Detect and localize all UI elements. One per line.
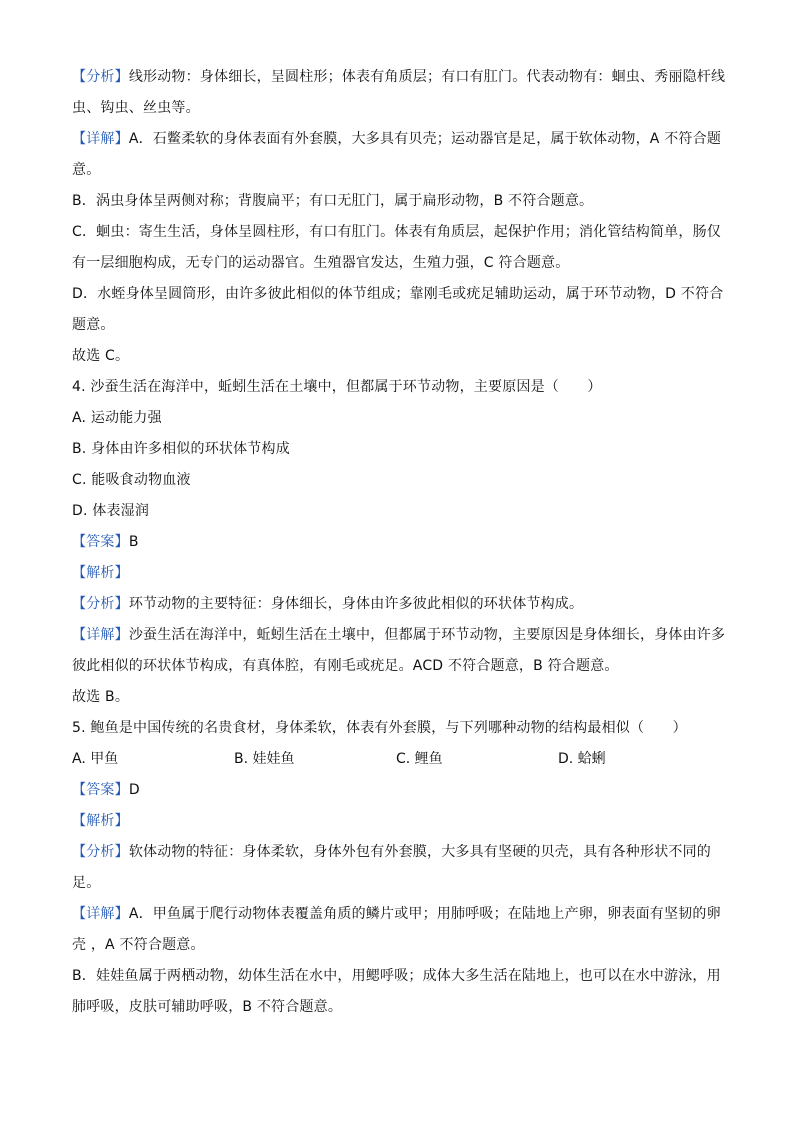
q4-answer-value: B (128, 534, 139, 550)
q4-option-c: C. 能吸食动物血液 (72, 472, 191, 488)
q4-option-a: A. 运动能力强 (72, 410, 162, 426)
q5-answer (72, 775, 720, 806)
q5-detail-a-2: 壳 ，A 不符合题意。 (72, 937, 205, 953)
q5-analysis-line-2: 足。 (72, 875, 101, 891)
q5-options (72, 744, 720, 775)
q3-detail-line (72, 124, 720, 155)
q5-analysis-text: 软体动物的特征：身体柔软，身体外包有外套膜，大多具有坚硬的贝壳，具有各种形状不同的 (128, 844, 712, 860)
q4-stem: 4. 沙蚕生活在海洋中，蚯蚓生活在土壤中，但都属于环节动物，主要原因是（ ） (72, 379, 602, 395)
q5-detail (72, 899, 720, 930)
q4-option-b: B. 身体由许多相似的环状体节构成 (72, 441, 290, 457)
q3-detail-line-2: 意。 (72, 162, 101, 178)
q5-stem: 5. 鲍鱼是中国传统的名贵食材，身体柔软，体表有外套膜，与下列哪种动物的结构最相似（ ） (72, 720, 687, 736)
detail-tag: 【详解】 (72, 906, 129, 922)
q4-detail-line-2: 彼此相似的环状体节构成，有真体腔，有刚毛或疣足。ACD 不符合题意，B 符合题意。 (72, 658, 619, 674)
q3-analysis-text: 线形动物：身体细长，呈圆柱形；体表有角质层；有口有肛门。代表动物有：蛔虫、秀丽隐杆线 (128, 69, 726, 85)
document-page (72, 62, 726, 1023)
q5-explain-tag: 【解析】 (72, 813, 129, 829)
q3-detail-text: A．石鳖柔软的身体表面有外套膜，大多具有贝壳；运动器官是足，属于软体动物，A 不符合题 (128, 131, 722, 147)
q5-answer-value: D (128, 782, 140, 798)
q4-analysis-text: 环节动物的主要特征：身体细长，身体由许多彼此相似的环状体节构成。 (128, 596, 584, 612)
q3-conclusion: 故选 C。 (72, 348, 130, 364)
q3-detail-c-2: 有一层细胞构成，无专门的运动器官。生殖器官发达，生殖力强，C 符合题意。 (72, 255, 570, 271)
answer-tag: 【答案】 (72, 782, 129, 798)
q5-detail-b-1: B．娃娃鱼属于两栖动物，幼体生活在水中，用鳃呼吸；成体大多生活在陆地上，也可以在水中游泳，用 (72, 968, 721, 984)
q3-detail-c-1: C．蛔虫：寄生生活，身体呈圆柱形，有口有肛门。体表有角质层，起保护作用；消化管结构简单，肠仅 (72, 224, 721, 240)
q4-analysis (72, 589, 720, 620)
detail-tag: 【详解】 (72, 627, 129, 643)
q5-option-d: D. 蛤蜊 (558, 751, 606, 767)
q4-answer (72, 527, 720, 558)
q3-detail-b: B．涡虫身体呈两侧对称；背腹扁平；有口无肛门，属于扁形动物，B 不符合题意。 (72, 193, 594, 209)
q3-detail-d-1: D．水蛭身体呈圆筒形，由许多彼此相似的体节组成；靠刚毛或疣足辅助运动，属于环节动物，D 不符合 (72, 286, 724, 302)
q3-detail-d-2: 题意。 (72, 317, 115, 333)
q5-analysis (72, 837, 720, 868)
q4-detail-text: 沙蚕生活在海洋中，蚯蚓生活在土壤中，但都属于环节动物，主要原因是身体细长，身体由许多 (128, 627, 726, 643)
q5-option-c: C. 鲤鱼 (396, 751, 443, 767)
q5-option-a: A. 甲鱼 (72, 751, 119, 767)
q5-detail-text: A．甲鱼属于爬行动物体表覆盖角质的鳞片或甲；用肺呼吸；在陆地上产卵，卵表面有坚韧的卵 (128, 906, 721, 922)
q4-option-d: D. 体表湿润 (72, 503, 150, 519)
q4-detail (72, 620, 726, 651)
q5-detail-b-2: 肺呼吸，皮肤可辅助呼吸，B 不符合题意。 (72, 999, 343, 1015)
q5-option-b: B. 娃娃鱼 (234, 751, 295, 767)
analysis-tag: 【分析】 (72, 596, 129, 612)
q4-explain-tag: 【解析】 (72, 565, 129, 581)
q4-conclusion: 故选 B。 (72, 689, 130, 705)
q3-analysis-line (72, 62, 726, 93)
detail-tag: 【详解】 (72, 131, 129, 147)
q3-analysis-line-2: 虫、钩虫、丝虫等。 (72, 100, 200, 116)
analysis-tag: 【分析】 (72, 844, 129, 860)
answer-tag: 【答案】 (72, 534, 129, 550)
analysis-tag: 【分析】 (72, 69, 129, 85)
